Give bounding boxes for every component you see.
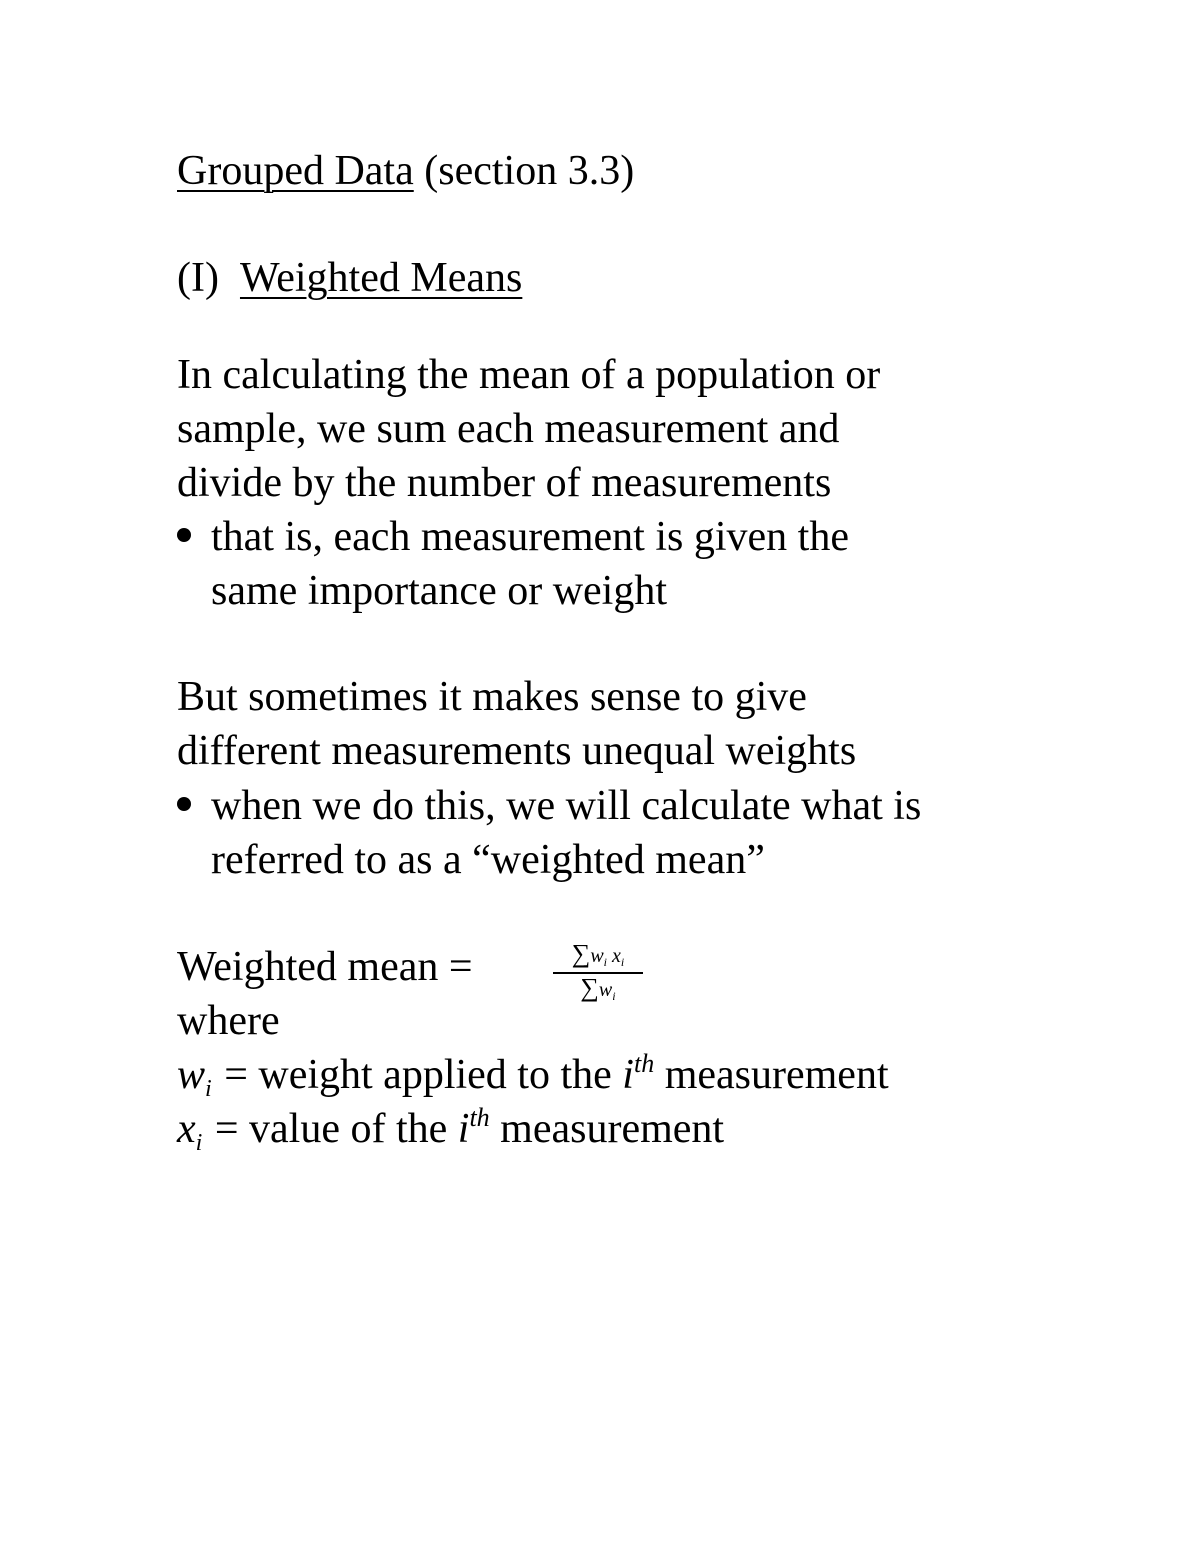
w-definition: wi = weight applied to the $i^{th}$ measurement <box>177 1049 889 1102</box>
para1-line-3: divide by the number of measurements <box>177 460 832 506</box>
para2-bullet-line-1: when we do this, we will calculate what is <box>211 783 922 829</box>
formula-label: Weighted mean = <box>177 944 473 990</box>
page-heading <box>177 144 634 198</box>
where-label: where <box>177 998 280 1044</box>
para1-bullet-line-1: that is, each measurement is given the <box>211 514 849 560</box>
bullet-dot-icon <box>177 797 191 811</box>
weighted-mean-fraction <box>553 939 643 1004</box>
para2-bullet-line-2: referred to as a “weighted mean” <box>211 837 765 883</box>
section-title: Weighted Means <box>239 255 523 301</box>
heading-title: Grouped Data <box>177 148 414 194</box>
para1-bullet-line-2: same importance or weight <box>211 568 668 614</box>
fraction-denominator: $\sum w_i$ <box>580 972 616 1003</box>
section-heading <box>177 251 522 305</box>
heading-suffix: (section 3.3) <box>413 148 635 194</box>
fraction-numerator: $\sum w_i$ $x_i$ <box>571 939 625 969</box>
para1-line-2: sample, we sum each measurement and <box>177 406 840 452</box>
para2-line-2: different measurements unequal weights <box>177 728 857 774</box>
section-number: (I) <box>177 255 219 301</box>
para1-line-1: In calculating the mean of a population or <box>177 352 881 398</box>
bullet-dot-icon <box>177 528 191 542</box>
para2-line-1: But sometimes it makes sense to give <box>177 674 807 720</box>
x-definition: xi = value of the $i^{th}$ measurement <box>177 1103 725 1156</box>
